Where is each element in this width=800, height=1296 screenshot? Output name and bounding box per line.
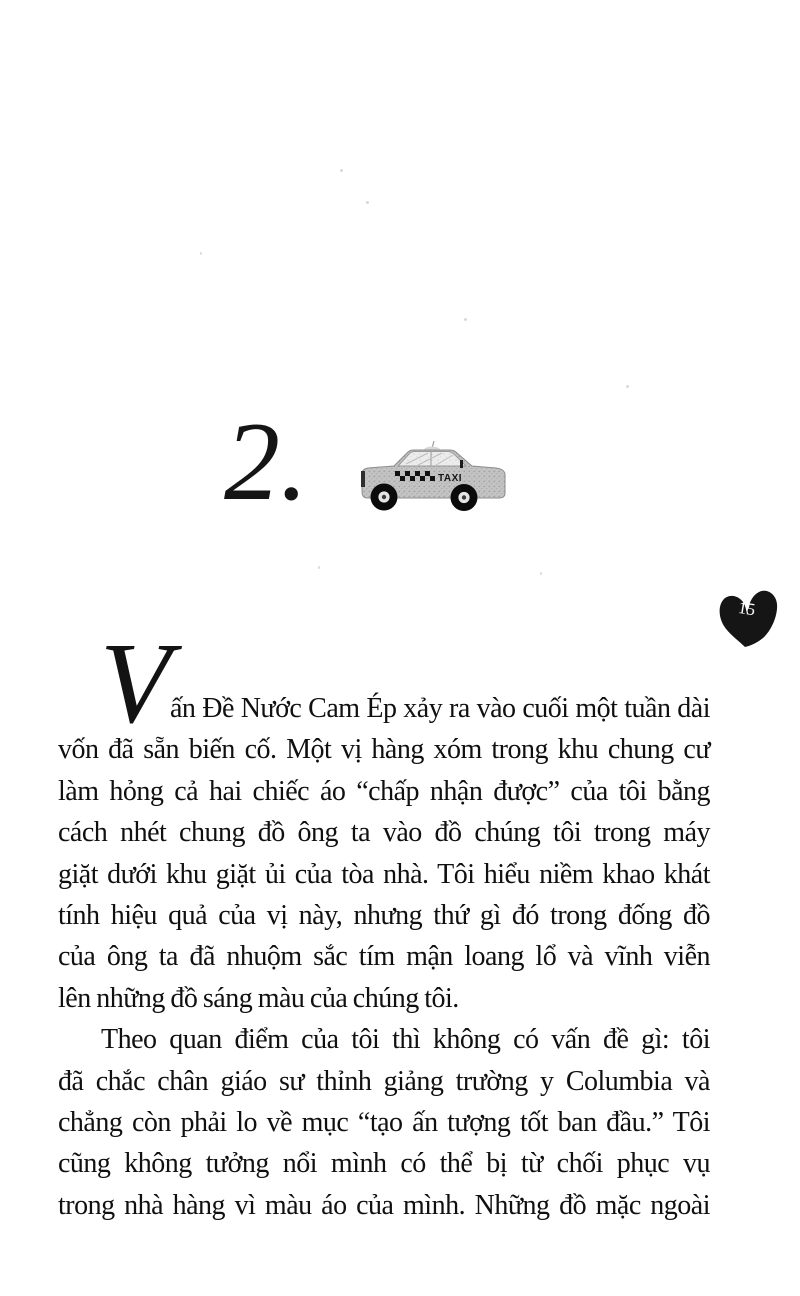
text-line: của ông ta đã nhuộm sắc tím mận loang lổ và vĩnh viễn bbox=[58, 941, 710, 973]
scan-speck bbox=[464, 318, 467, 321]
chapter-number: 2. bbox=[224, 400, 308, 524]
text-line: ấn Đề Nước Cam Ép xảy ra vào cuối một tuần dài bbox=[170, 693, 710, 724]
text-line: vốn đã sẵn biến cố. Một vị hàng xóm trong khu chung cư bbox=[58, 734, 710, 766]
body-text bbox=[58, 620, 710, 1226]
text-line: cũng không tưởng nổi mình có thể bị từ chối phục vụ bbox=[58, 1148, 710, 1180]
taxi-icon bbox=[358, 440, 508, 514]
paragraph-1 bbox=[58, 620, 710, 1019]
taxi-rear-wheel bbox=[451, 484, 478, 511]
text-line: giặt dưới khu giặt ủi của tòa nhà. Tôi hiểu niềm khao khát bbox=[58, 858, 710, 890]
taxi-front-wheel bbox=[371, 484, 398, 511]
scan-speck bbox=[340, 169, 343, 172]
scan-speck bbox=[200, 252, 202, 255]
taxi-illustration bbox=[358, 440, 508, 519]
taxi-grille bbox=[361, 471, 365, 487]
text-line: trong nhà hàng vì màu áo của mình. Những đồ mặc ngoài bbox=[58, 1189, 710, 1221]
paragraph-2 bbox=[58, 1019, 710, 1226]
scan-speck bbox=[366, 201, 369, 204]
text-line: làm hỏng cả hai chiếc áo “chấp nhận được” của tôi bằng bbox=[58, 775, 710, 807]
page-number-marker bbox=[716, 588, 784, 657]
text-line: lên những đồ sáng màu của chúng tôi. bbox=[58, 982, 459, 1014]
text-line: cách nhét chung đồ ông ta vào đồ chúng tôi trong máy bbox=[58, 817, 710, 849]
page-number-text: 15 bbox=[736, 597, 757, 620]
scan-speck bbox=[626, 385, 629, 388]
text-line: Theo quan điểm của tôi thì không có vấn đề gì: tôi bbox=[101, 1024, 710, 1056]
scan-speck bbox=[540, 572, 542, 575]
text-line: tính hiệu quả của vị này, nhưng thứ gì đó trong đống đồ bbox=[58, 899, 710, 931]
taxi-door-handle bbox=[460, 460, 463, 468]
text-line: đã chắc chân giáo sư thỉnh giảng trường y Columbia và bbox=[58, 1065, 710, 1097]
scan-speck bbox=[318, 566, 320, 569]
heart-icon bbox=[716, 588, 784, 652]
taxi-sign-text: TAXI bbox=[438, 473, 463, 484]
text-line: chẳng còn phải lo về mục “tạo ấn tượng tốt ban đầu.” Tôi bbox=[58, 1106, 710, 1138]
dropcap-letter: V bbox=[100, 620, 171, 748]
